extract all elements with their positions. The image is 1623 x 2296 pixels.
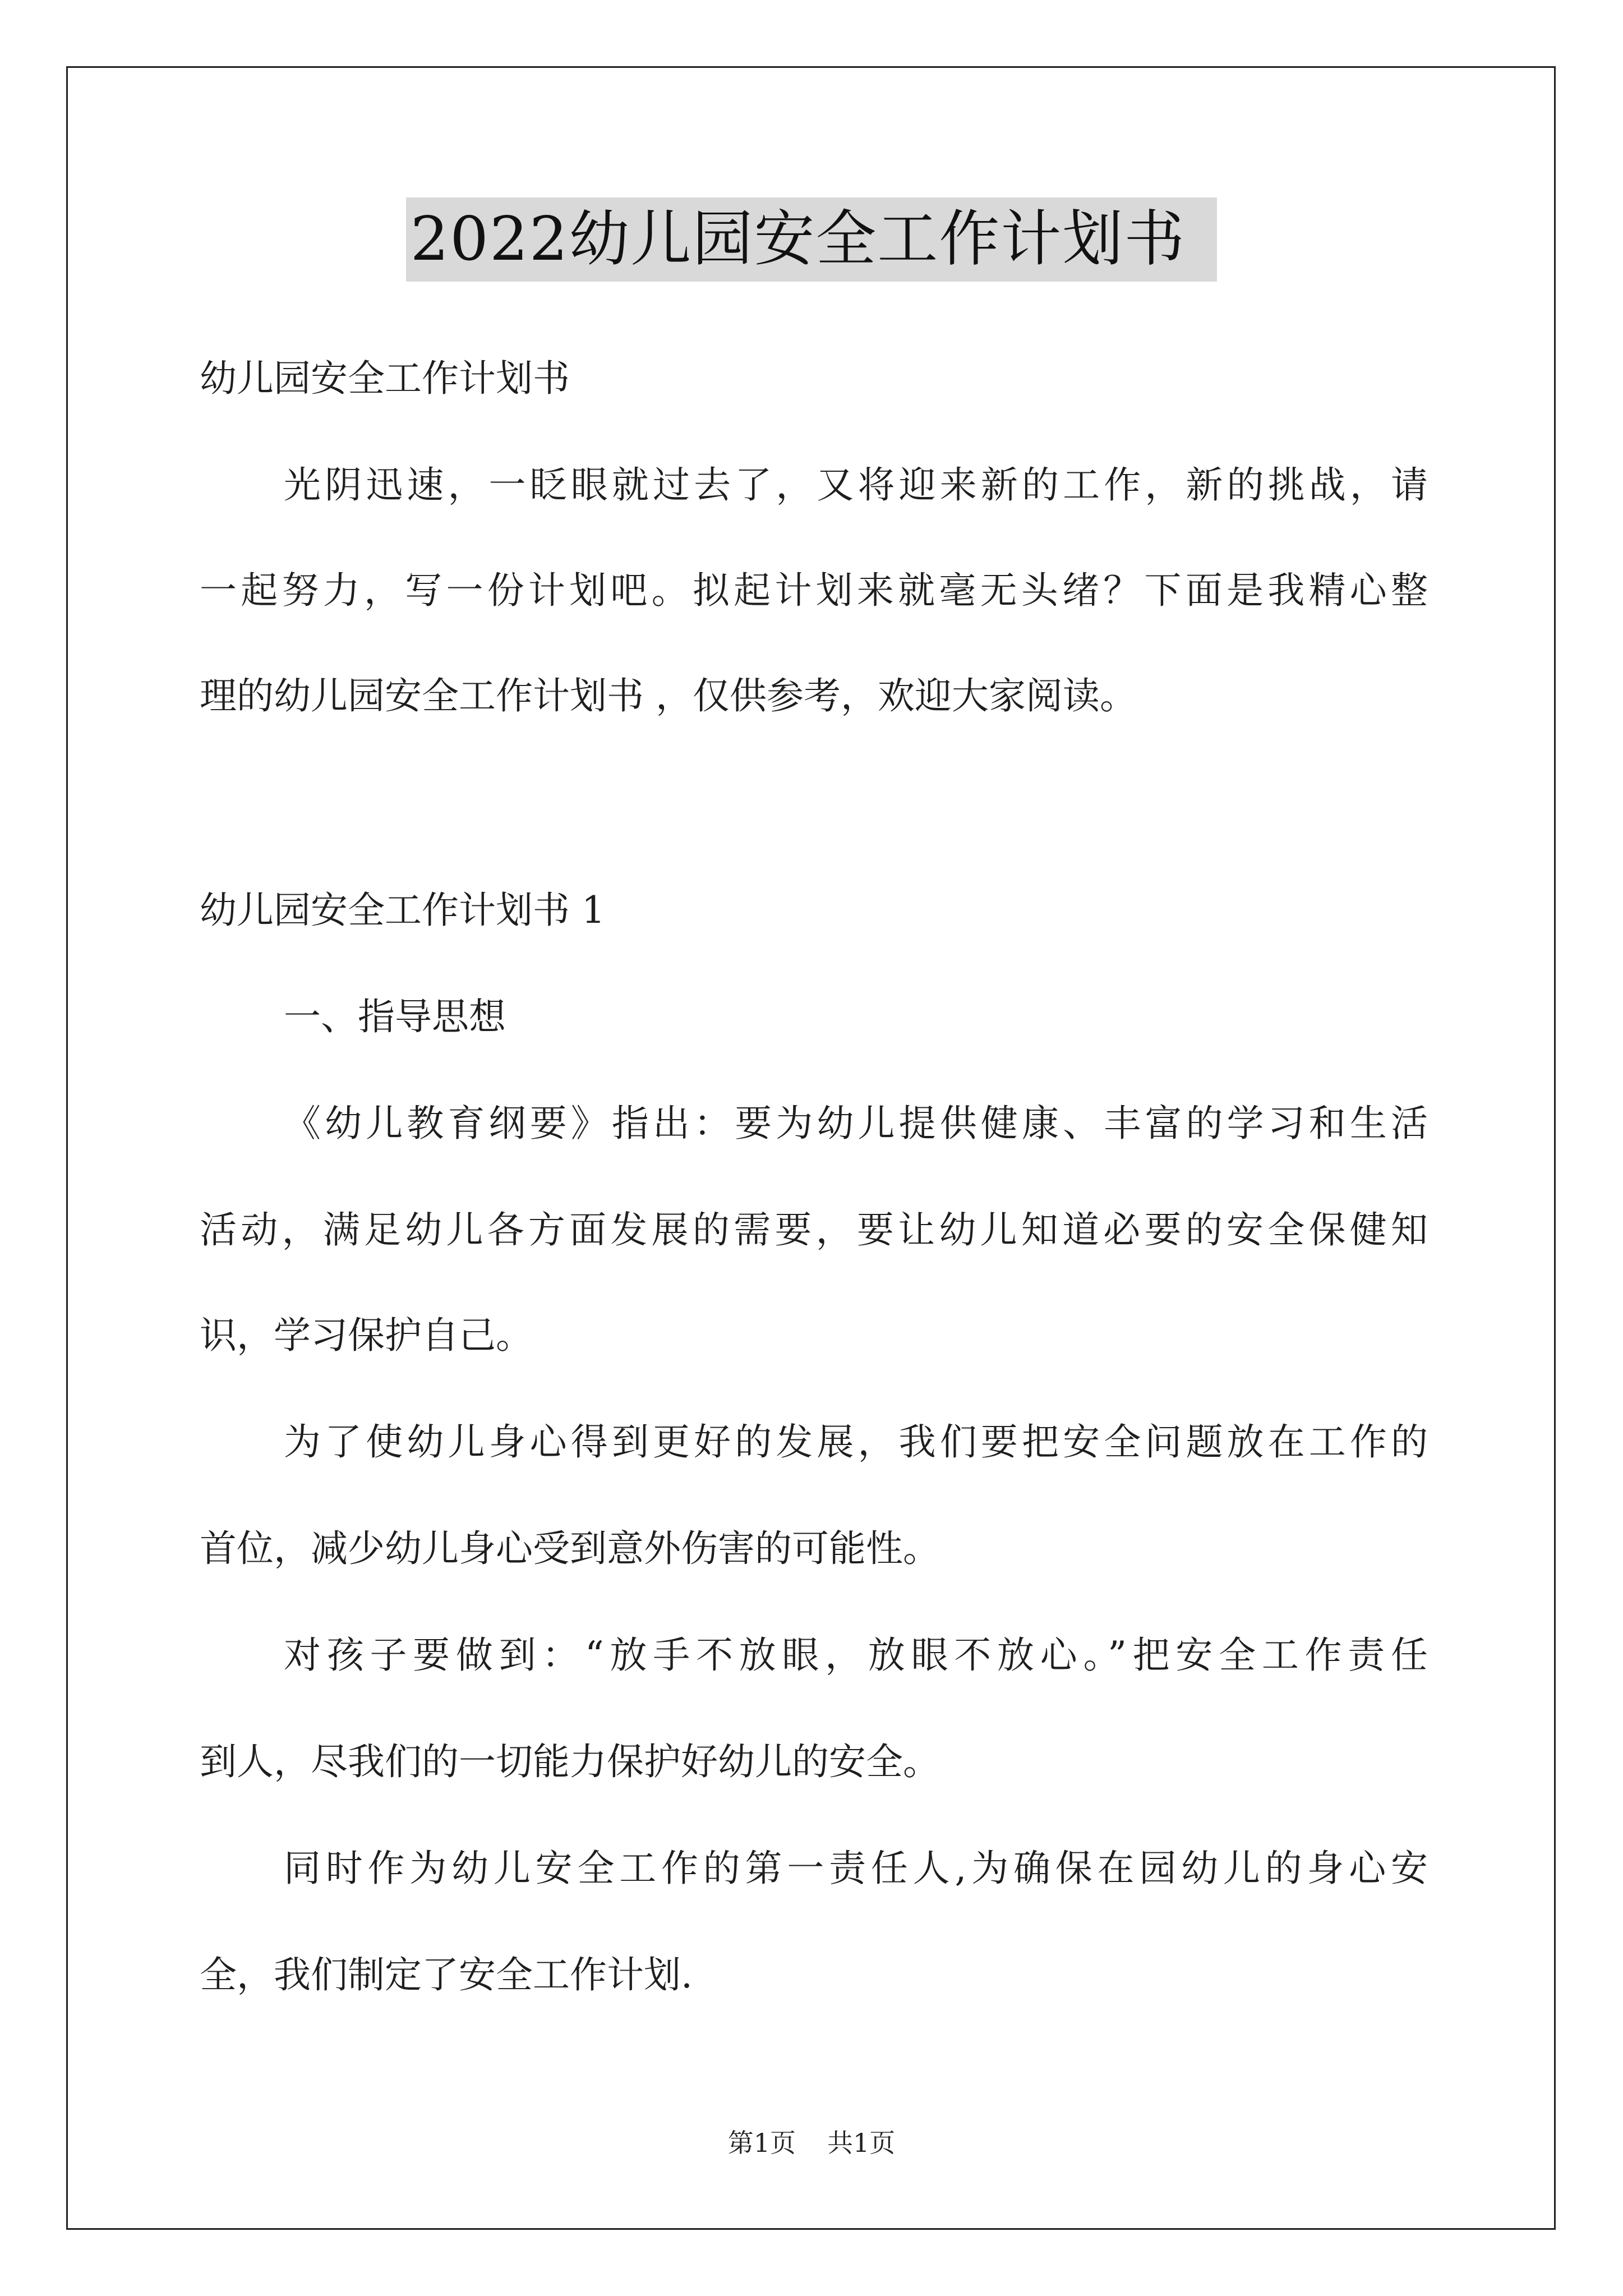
page-footer [0,2125,1623,2161]
paragraph-line: 为了使幼儿身心得到更好的发展，我们要把安全问题放在工作的 [284,1420,1428,1464]
page-number-current: 第1页 [727,2128,796,2158]
page-number-total: 共1页 [827,2128,896,2158]
paragraph-line: 全，我们制定了安全工作计划. [200,1953,693,1996]
paragraph-line: 一起努力，写一份计划吧。拟起计划来就毫无头绪？下面是我精心整 [200,569,1428,612]
paragraph-line: 识，学习保护自己。 [200,1314,533,1357]
subtitle-line: 幼儿园安全工作计划书 [200,357,570,400]
paragraph-line: 到人，尽我们的一切能力保护好幼儿的安全。 [200,1740,940,1783]
section-heading: 幼儿园安全工作计划书 1 [200,889,605,932]
paragraph-line: 《幼儿教育纲要》指出：要为幼儿提供健康、丰富的学习和生活 [284,1102,1428,1145]
document-title: 2022幼儿园安全工作计划书 [406,197,1218,282]
paragraph-line: 活动，满足幼儿各方面发展的需要，要让幼儿知道必要的安全保健知 [200,1208,1428,1251]
subsection-heading: 一、指导思想 [284,995,506,1038]
paragraph-line: 同时作为幼儿安全工作的第一责任人,为确保在园幼儿的身心安 [284,1847,1428,1890]
paragraph-line: 理的幼儿园安全工作计划书 ，仅供参考，欢迎大家阅读。 [200,674,1137,717]
paragraph-line: 对孩子要做到：“放手不放眼，放眼不放心。”把安全工作责任 [284,1634,1428,1677]
paragraph-line: 光阴迅速，一眨眼就过去了，又将迎来新的工作，新的挑战，请 [284,463,1428,507]
title-block [0,197,1623,282]
paragraph-line: 首位，减少幼儿身心受到意外伤害的可能性。 [200,1527,940,1570]
